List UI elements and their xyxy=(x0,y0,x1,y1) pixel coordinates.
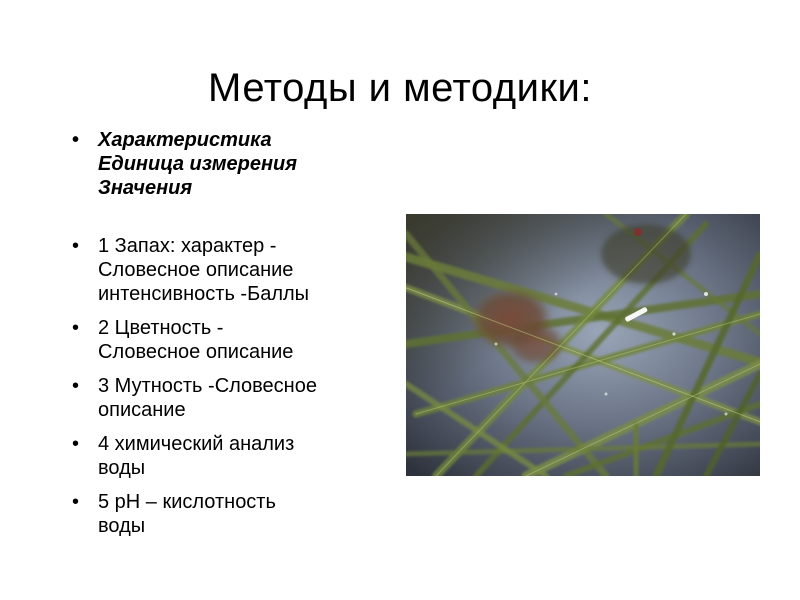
list-item-line: 3 Мутность -Словесное xyxy=(98,375,317,397)
list-item-line: воды xyxy=(98,515,146,537)
list-item-chemical-analysis xyxy=(70,432,400,480)
list-item-turbidity xyxy=(70,374,400,422)
bullet-icon: • xyxy=(72,375,80,397)
bullet-list xyxy=(70,128,400,548)
list-item-line: интенсивность -Баллы xyxy=(98,283,310,305)
list-item-smell xyxy=(70,234,400,306)
list-item-line: Словесное описание xyxy=(98,259,294,281)
list-item-color xyxy=(70,316,400,364)
list-item-line: описание xyxy=(98,399,186,421)
bullet-icon: • xyxy=(72,491,80,513)
header-line-unit: Единица измерения xyxy=(98,153,298,175)
slide-title: Методы и методики: xyxy=(208,66,592,110)
bullet-icon: • xyxy=(72,129,80,151)
list-item-line: 2 Цветность - xyxy=(98,317,224,339)
header-line-values: Значения xyxy=(98,177,193,199)
algae-microscope-image xyxy=(406,214,760,476)
list-item-line: 4 химический анализ xyxy=(98,433,295,455)
list-item-ph xyxy=(70,490,400,538)
algae-microscope-photo xyxy=(406,214,760,476)
list-item-line: воды xyxy=(98,457,146,479)
list-item-line: 5 pH – кислотность xyxy=(98,491,276,513)
bullet-icon: • xyxy=(72,235,80,257)
list-item-line: Словесное описание xyxy=(98,341,294,363)
list-header-item xyxy=(70,128,400,200)
header-line-characteristic: Характеристика xyxy=(98,129,272,151)
bullet-icon: • xyxy=(72,317,80,339)
bullet-icon: • xyxy=(72,433,80,455)
list-item-line: 1 Запах: характер - xyxy=(98,235,277,257)
